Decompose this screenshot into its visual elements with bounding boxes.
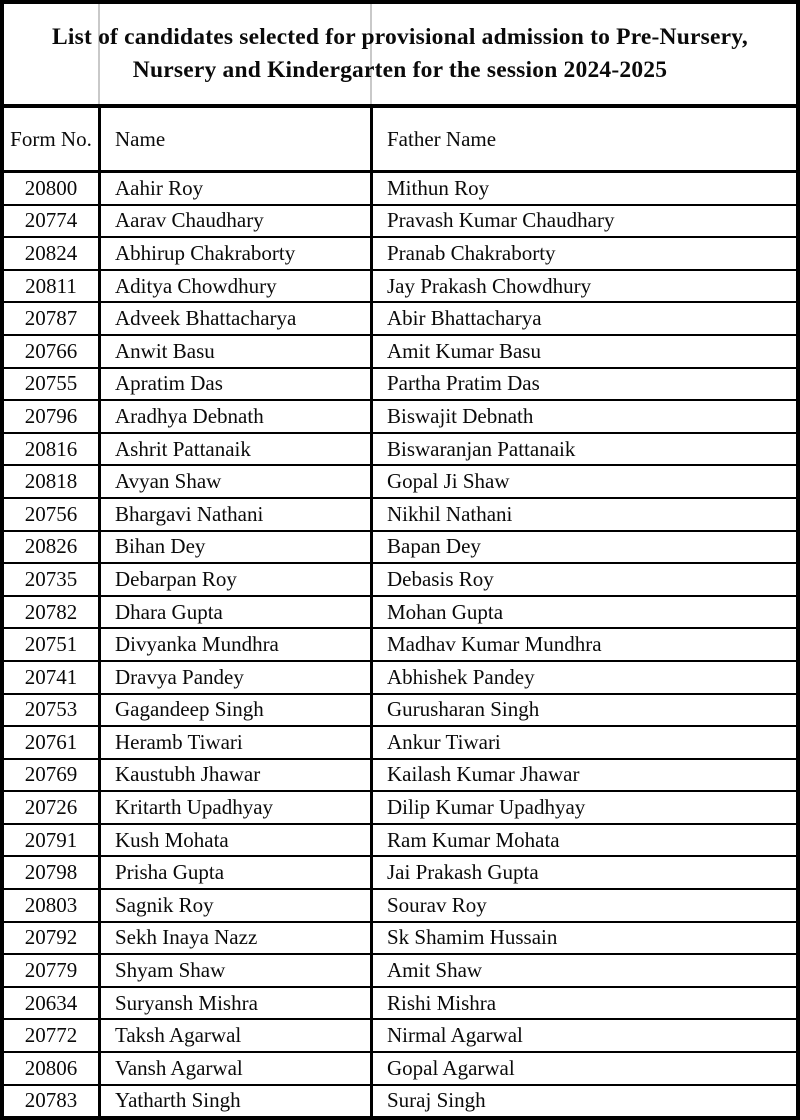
title-line-1: List of candidates selected for provisional admission to Pre-Nursery, [52,24,748,50]
cell-father-name: Sourav Roy [370,890,796,921]
cell-father-name: Nirmal Agarwal [370,1020,796,1051]
table-row [4,1053,796,1086]
table-row [4,336,796,369]
column-header-father-name: Father Name [370,108,796,170]
cell-father-name: Debasis Roy [370,564,796,595]
document-title [4,4,796,108]
cell-name: Apratim Das [98,369,370,400]
table-row [4,1020,796,1053]
cell-form-no: 20803 [24,892,78,917]
table-row [4,825,796,858]
cell-name: Bihan Dey [98,532,370,563]
cell-name: Aarav Chaudhary [98,206,370,237]
cell-father-name: Ram Kumar Mohata [370,825,796,856]
cell-father-name: Pravash Kumar Chaudhary [370,206,796,237]
table-row [4,434,796,467]
cell-form-no: 20751 [24,632,78,657]
cell-form-no: 20826 [24,534,78,559]
cell-form-no: 20792 [24,925,78,950]
cell-name: Gagandeep Singh [98,695,370,726]
cell-form-no: 20726 [24,795,78,820]
cell-form-no: 20772 [24,1023,78,1048]
cell-form-no: 20766 [24,338,78,363]
cell-name: Prisha Gupta [98,857,370,888]
table-row [4,401,796,434]
cell-name: Debarpan Roy [98,564,370,595]
cell-father-name: Amit Shaw [370,955,796,986]
cell-father-name: Gopal Agarwal [370,1053,796,1084]
cell-father-name: Bapan Dey [370,532,796,563]
cell-form-no: 20818 [24,469,78,494]
table-row [4,271,796,304]
table-row [4,760,796,793]
cell-form-no: 20779 [24,958,78,983]
cell-father-name: Suraj Singh [370,1086,796,1117]
column-header-form-no: Form No. [10,126,92,151]
cell-father-name: Kailash Kumar Jhawar [370,760,796,791]
cell-name: Vansh Agarwal [98,1053,370,1084]
cell-name: Kush Mohata [98,825,370,856]
cell-father-name: Sk Shamim Hussain [370,923,796,954]
table-row [4,923,796,956]
cell-form-no: 20634 [24,990,78,1015]
table-row [4,238,796,271]
cell-form-no: 20756 [24,501,78,526]
cell-name: Dravya Pandey [98,662,370,693]
cell-form-no: 20798 [24,860,78,885]
cell-name: Kritarth Upadhyay [98,792,370,823]
cell-name: Heramb Tiwari [98,727,370,758]
cell-name: Suryansh Mishra [98,988,370,1019]
cell-name: Divyanka Mundhra [98,629,370,660]
cell-form-no: 20806 [24,1055,78,1080]
cell-name: Abhirup Chakraborty [98,238,370,269]
table-row [4,1086,796,1117]
cell-form-no: 20755 [24,371,78,396]
cell-name: Dhara Gupta [98,597,370,628]
table-row [4,955,796,988]
table-body [4,173,796,1116]
cell-father-name: Pranab Chakraborty [370,238,796,269]
cell-name: Taksh Agarwal [98,1020,370,1051]
table-row [4,564,796,597]
cell-form-no: 20787 [24,306,78,331]
table-row [4,792,796,825]
cell-father-name: Amit Kumar Basu [370,336,796,367]
cell-father-name: Nikhil Nathani [370,499,796,530]
cell-name: Aditya Chowdhury [98,271,370,302]
cell-name: Adveek Bhattacharya [98,303,370,334]
table-row [4,173,796,206]
table-row [4,662,796,695]
cell-father-name: Madhav Kumar Mundhra [370,629,796,660]
table-row [4,597,796,630]
table-row [4,890,796,923]
cell-name: Aradhya Debnath [98,401,370,432]
cell-form-no: 20791 [24,827,78,852]
cell-form-no: 20774 [24,208,78,233]
cell-father-name: Mohan Gupta [370,597,796,628]
cell-father-name: Gopal Ji Shaw [370,466,796,497]
table-row [4,466,796,499]
cell-name: Kaustubh Jhawar [98,760,370,791]
cell-form-no: 20796 [24,403,78,428]
cell-form-no: 20816 [24,436,78,461]
table-row [4,303,796,336]
table-row [4,695,796,728]
cell-name: Shyam Shaw [98,955,370,986]
cell-father-name: Ankur Tiwari [370,727,796,758]
cell-form-no: 20769 [24,762,78,787]
table-row [4,988,796,1021]
cell-father-name: Dilip Kumar Upadhyay [370,792,796,823]
column-header-name: Name [98,108,370,170]
cell-father-name: Rishi Mishra [370,988,796,1019]
table-row [4,369,796,402]
cell-name: Avyan Shaw [98,466,370,497]
cell-form-no: 20811 [25,273,77,298]
table-header-row [4,108,796,173]
cell-form-no: 20824 [24,240,78,265]
table-row [4,206,796,239]
cell-name: Bhargavi Nathani [98,499,370,530]
cell-father-name: Partha Pratim Das [370,369,796,400]
cell-name: Ashrit Pattanaik [98,434,370,465]
cell-father-name: Biswaranjan Pattanaik [370,434,796,465]
cell-name: Sagnik Roy [98,890,370,921]
cell-father-name: Gurusharan Singh [370,695,796,726]
cell-father-name: Biswajit Debnath [370,401,796,432]
table-row [4,499,796,532]
cell-father-name: Abir Bhattacharya [370,303,796,334]
table-row [4,532,796,565]
cell-form-no: 20761 [24,729,78,754]
cell-form-no: 20782 [24,599,78,624]
cell-form-no: 20741 [24,664,78,689]
cell-name: Aahir Roy [98,173,370,204]
cell-form-no: 20783 [24,1088,78,1113]
cell-form-no: 20735 [24,566,78,591]
cell-father-name: Jai Prakash Gupta [370,857,796,888]
cell-name: Anwit Basu [98,336,370,367]
cell-form-no: 20800 [24,175,78,200]
table-row [4,629,796,662]
cell-name: Yatharth Singh [98,1086,370,1117]
cell-name: Sekh Inaya Nazz [98,923,370,954]
title-line-2: Nursery and Kindergarten for the session 2024-2025 [132,57,668,83]
cell-father-name: Abhishek Pandey [370,662,796,693]
table-row [4,857,796,890]
cell-father-name: Jay Prakash Chowdhury [370,271,796,302]
table-row [4,727,796,760]
cell-father-name: Mithun Roy [370,173,796,204]
cell-form-no: 20753 [24,697,78,722]
